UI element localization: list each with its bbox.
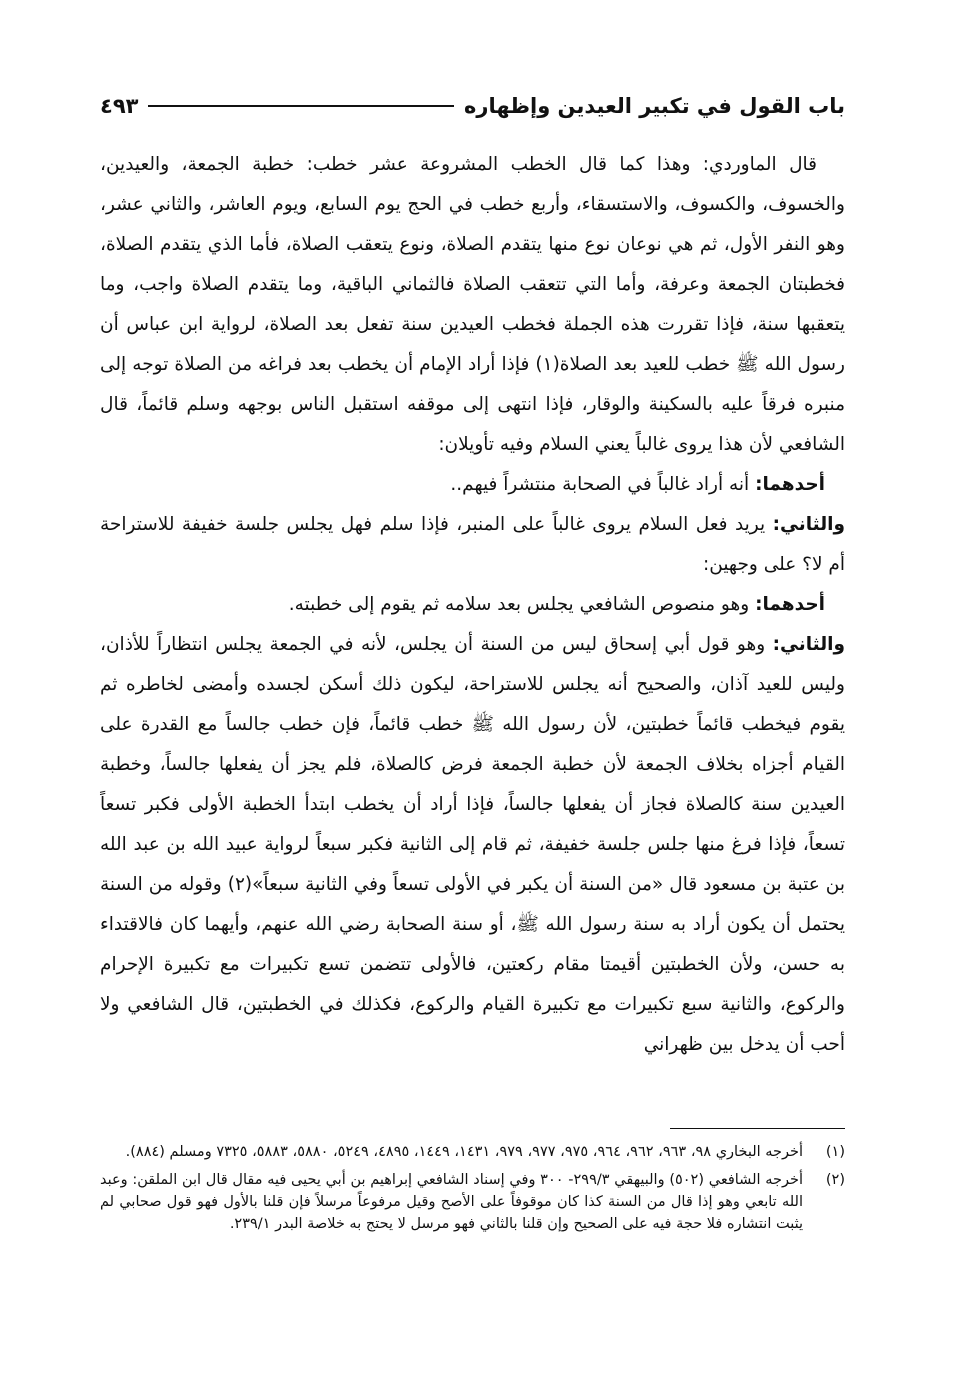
footnote-text: أخرجه الشافعي (٥٠٢) والبيهقي ٢٩٩/٣- ٣٠٠ وفي إسناد الشافعي إبراهيم بن أبي يحيى فيه مقال قال ابن الملقن: وعبد الله تابعي وهو إذا قال من السنة كذا كان موقوفاً على الأصح وقيل مرفوعاً مرسلاً فإن قلنا بالأول فهو قول صحابي لم يثبت انتشاره فلا حجة فيه على الصحيح وإن قلنا بالثاني فهو مرسل لا يحتج به خلاصة البدر ٢٣٩/١.: [100, 1172, 804, 1232]
footnote-rule: [670, 1128, 845, 1129]
footnote-1: [100, 1141, 845, 1163]
paragraph-first-interpretation: [100, 465, 845, 505]
text-first: أنه أراد غالباً في الصحابة منتشراً فيهم..: [450, 474, 750, 495]
paragraph-second-interpretation: [100, 505, 845, 585]
footnote-text: أخرجه البخاري ٩٨، ٩٦٣، ٩٦٢، ٩٦٤، ٩٧٥، ٩٧٧، ٩٧٩، ١٤٣١، ١٤٤٩، ٤٨٩٥، ٥٢٤٩، ٥٨٨٠، ٥٨٨٣، ٧٣٢٥ ومسلم (٨٨٤).: [125, 1144, 803, 1160]
text-second-view: وهو قول أبي إسحاق ليس من السنة أن يجلس، لأنه في الجمعة يجلس انتظاراً للأذان، وليس للعيد آذان، والصحيح أنه يجلس للاستراحة، ليكون ذلك أسكن لجسده وأمضى لخاطره ثم يقوم فيخطب قائماً خطبتين، لأن رسول الله ﷺ خطب قائماً، فإن خطب جالساً مع القدرة على القيام أجزاه بخلاف الجمعة لأن خطبة الجمعة فرض كالصلاة، فلم يجز أن يفعلها جالساً، وخطبة العيدين سنة كالصلاة فجاز أن يفعلها جالساً، فإذا أراد أن يخطب ابتدأ الخطبة الأولى فكبر تسعاً تسعاً، فإذا فرغ منها جلس جلسة خفيفة، ثم قام إلى الثانية فكبر سبعاً لرواية عبيد الله بن عبد الله بن عتبة بن مسعود قال «من السنة أن يكبر في الأولى تسعاً وفي الثانية سبعاً»(٢) وقوله من السنة يحتمل أن يكون أراد به سنة رسول الله ﷺ، أو سنة الصحابة رضي الله عنهم، وأيهما كان فالاقتداء به حسن، ولأن الخطبتين أقيمتا مقام ركعتين، فالأولى تتضمن تسع تكبيرات مع تكبيرة الإحرام والركوع، والثانية سبع تكبيرات مع تكبيرة القيام والركوع، فكذلك في الخطبتين، قال الشافعي ولا أحب أن يدخل بين ظهراني: [100, 634, 845, 1055]
page-number: ٤٩٣: [100, 94, 139, 118]
footnote-number: (٢): [825, 1172, 845, 1188]
header-rule: [148, 105, 454, 107]
label-first: أحدهما:: [755, 474, 825, 495]
text-first-view: وهو منصوص الشافعي يجلس بعد سلامه ثم يقوم إلى خطبته.: [288, 594, 750, 615]
label-second: والثاني:: [772, 514, 845, 535]
footnote-number: (١): [825, 1144, 845, 1160]
text-second: يريد فعل السلام يروى غالباً على المنبر، فإذا سلم فهل يجلس جلسة خفيفة للاستراحة أم لا؟ على وجهين:: [100, 514, 845, 575]
label-first-view: أحدهما:: [755, 594, 825, 615]
paragraph-second-view: [100, 625, 845, 1065]
paragraph-intro: قال الماوردي: وهذا كما قال الخطب المشروعة عشر خطب: خطبة الجمعة، والعيدين، والخسوف، والكسوف، والاستسقاء، وأربع خطب في الحج يوم السابع، ويوم العاشر، والثاني عشر، وهو النفر الأول، ثم هي نوعان نوع منها يتقدم الصلاة، ونوع يتعقب الصلاة، فأما الذي يتقدم الصلاة، فخطبتان الجمعة وعرفة، وأما التي تتعقب الصلاة فالثماني الباقية، وما يتقدم الصلاة واجب، وما يتعقبها سنة، فإذا تقررت هذه الجملة فخطب العيدين سنة تفعل بعد الصلاة، لرواية ابن عباس أن رسول الله ﷺ خطب للعيد بعد الصلاة(١) فإذا أراد الإمام أن يخطب بعد فراغه من الصلاة توجه إلى منبره فرقاً عليه بالسكينة والوقار، فإذا انتهى إلى موقفه استقبل الناس بوجهه وسلم قائماً، قال الشافعي لأن هذا يروى غالباً يعني السلام وفيه تأويلان:: [100, 154, 845, 455]
paragraph-first-view: [100, 585, 845, 625]
footnote-2: [100, 1169, 845, 1235]
chapter-title: باب القول في تكبير العيدين وإظهاره: [463, 94, 845, 118]
main-text: [100, 145, 845, 1065]
running-header: [100, 86, 845, 126]
footnotes: [100, 1128, 845, 1241]
label-second-view: والثاني:: [772, 634, 845, 655]
